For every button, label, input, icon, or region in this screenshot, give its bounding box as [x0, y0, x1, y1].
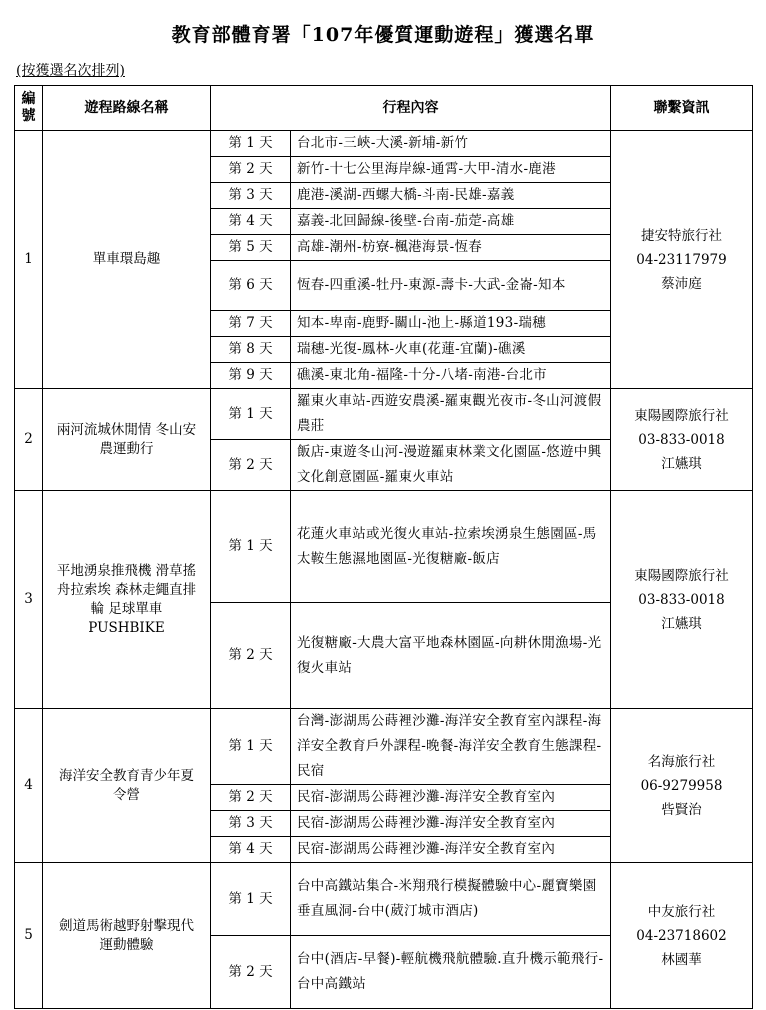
day-label: 第 2 天 — [211, 157, 291, 183]
contact-person: 江嬿琪 — [661, 615, 702, 632]
agency-name: 東陽國際旅行社 — [634, 567, 729, 584]
day-itinerary: 嘉義-北回歸線-後壁-台南-茄萣-高雄 — [291, 209, 611, 235]
day-itinerary: 民宿-澎湖馬公蒔裡沙灘-海洋安全教育室內 — [291, 785, 611, 811]
day-itinerary: 花蓮火車站或光復火車站-拉索埃湧泉生態園區-馬太鞍生態濕地園區-光復糖廠-飯店 — [291, 491, 611, 603]
day-itinerary: 瑞穗-光復-鳳林-火車(花蓮-宜蘭)-礁溪 — [291, 337, 611, 363]
agency-name: 東陽國際旅行社 — [634, 407, 729, 424]
contact-person: 呰賢治 — [661, 801, 702, 818]
day-itinerary: 台中高鐵站集合-米翔飛行模擬體驗中心-麗寶樂園垂直風洞-台中(葳汀城市酒店) — [291, 863, 611, 936]
day-itinerary: 光復糖廠-大農大富平地森林園區-向耕休閒漁場-光復火車站 — [291, 603, 611, 709]
agency-phone: 03-833-0018 — [638, 591, 725, 608]
day-itinerary: 飯店-東遊冬山河-漫遊羅東林業文化園區-悠遊中興文化創意園區-羅東火車站 — [291, 440, 611, 491]
header-no: 編號 — [15, 86, 43, 131]
day-label: 第 8 天 — [211, 337, 291, 363]
day-label: 第 6 天 — [211, 261, 291, 311]
table-row — [15, 709, 753, 785]
table-row — [15, 491, 753, 603]
contact-person: 林國華 — [661, 951, 702, 968]
contact-info — [611, 131, 753, 389]
day-label: 第 1 天 — [211, 709, 291, 785]
day-label: 第 2 天 — [211, 603, 291, 709]
route-number: 4 — [15, 709, 43, 863]
day-label: 第 1 天 — [211, 863, 291, 936]
table-row — [15, 131, 753, 157]
route-name: 兩河流城休閒情 冬山安農運動行 — [43, 389, 211, 491]
header-route-name: 遊程路線名稱 — [43, 86, 211, 131]
day-label: 第 1 天 — [211, 131, 291, 157]
day-itinerary: 新竹-十七公里海岸線-通霄-大甲-清水-鹿港 — [291, 157, 611, 183]
day-label: 第 1 天 — [211, 491, 291, 603]
day-label: 第 4 天 — [211, 209, 291, 235]
day-itinerary: 民宿-澎湖馬公蒔裡沙灘-海洋安全教育室內 — [291, 811, 611, 837]
header-row — [15, 86, 753, 131]
day-itinerary: 民宿-澎湖馬公蒔裡沙灘-海洋安全教育室內 — [291, 837, 611, 863]
route-number: 2 — [15, 389, 43, 491]
table-row — [15, 389, 753, 440]
day-label: 第 3 天 — [211, 811, 291, 837]
day-label: 第 2 天 — [211, 785, 291, 811]
agency-phone: 04-23117979 — [636, 251, 727, 268]
header-itinerary: 行程內容 — [211, 86, 611, 131]
day-itinerary: 知本-卑南-鹿野-關山-池上-縣道193-瑞穗 — [291, 311, 611, 337]
route-number: 3 — [15, 491, 43, 709]
day-label: 第 7 天 — [211, 311, 291, 337]
contact-person: 江嬿琪 — [661, 455, 702, 472]
route-name: 單車環島趣 — [43, 131, 211, 389]
route-name: 平地湧泉推飛機 滑草搖舟拉索埃 森林走繩直排輪 足球單車 PUSHBIKE — [43, 491, 211, 709]
day-itinerary: 高雄-潮州-枋寮-楓港海景-恆春 — [291, 235, 611, 261]
day-label: 第 1 天 — [211, 389, 291, 440]
day-itinerary: 鹿港-溪湖-西螺大橋-斗南-民雄-嘉義 — [291, 183, 611, 209]
route-number: 1 — [15, 131, 43, 389]
day-label: 第 5 天 — [211, 235, 291, 261]
route-name: 劍道馬術越野射擊現代運動體驗 — [43, 863, 211, 1009]
day-itinerary: 礁溪-東北角-福隆-十分-八堵-南港-台北市 — [291, 363, 611, 389]
agency-name: 中友旅行社 — [647, 903, 716, 920]
day-label: 第 9 天 — [211, 363, 291, 389]
day-label: 第 4 天 — [211, 837, 291, 863]
contact-info — [611, 389, 753, 491]
agency-phone: 03-833-0018 — [638, 431, 725, 448]
day-itinerary: 恆春-四重溪-牡丹-東源-壽卡-大武-金崙-知本 — [291, 261, 611, 311]
day-label: 第 2 天 — [211, 440, 291, 491]
ranking-note: (按獲選名次排列) — [16, 63, 125, 79]
route-number: 5 — [15, 863, 43, 1009]
day-itinerary: 台中(酒店-早餐)-輕航機飛航體驗.直升機示範飛行-台中高鐵站 — [291, 936, 611, 1009]
day-itinerary: 羅東火車站-西遊安農溪-羅東觀光夜市-冬山河渡假農莊 — [291, 389, 611, 440]
agency-phone: 06-9279958 — [640, 777, 723, 794]
agency-name: 捷安特旅行社 — [641, 227, 722, 244]
agency-phone: 04-23718602 — [636, 927, 727, 944]
page-title: 教育部體育署「107年優質運動遊程」獲選名單 — [171, 24, 595, 46]
contact-person: 蔡沛庭 — [661, 275, 702, 292]
day-label: 第 3 天 — [211, 183, 291, 209]
day-itinerary: 台灣-澎湖馬公蒔裡沙灘-海洋安全教育室內課程-海洋安全教育戶外課程-晚餐-海洋安全教育生態課程-民宿 — [291, 709, 611, 785]
route-name: 海洋安全教育青少年夏令營 — [43, 709, 211, 863]
header-contact: 聯繫資訊 — [611, 86, 753, 131]
contact-info — [611, 709, 753, 863]
day-label: 第 2 天 — [211, 936, 291, 1009]
contact-info — [611, 863, 753, 1009]
day-itinerary: 台北市-三峽-大溪-新埔-新竹 — [291, 131, 611, 157]
agency-name: 名海旅行社 — [647, 753, 716, 770]
table-row — [15, 863, 753, 936]
contact-info — [611, 491, 753, 709]
selection-table — [14, 85, 753, 1009]
